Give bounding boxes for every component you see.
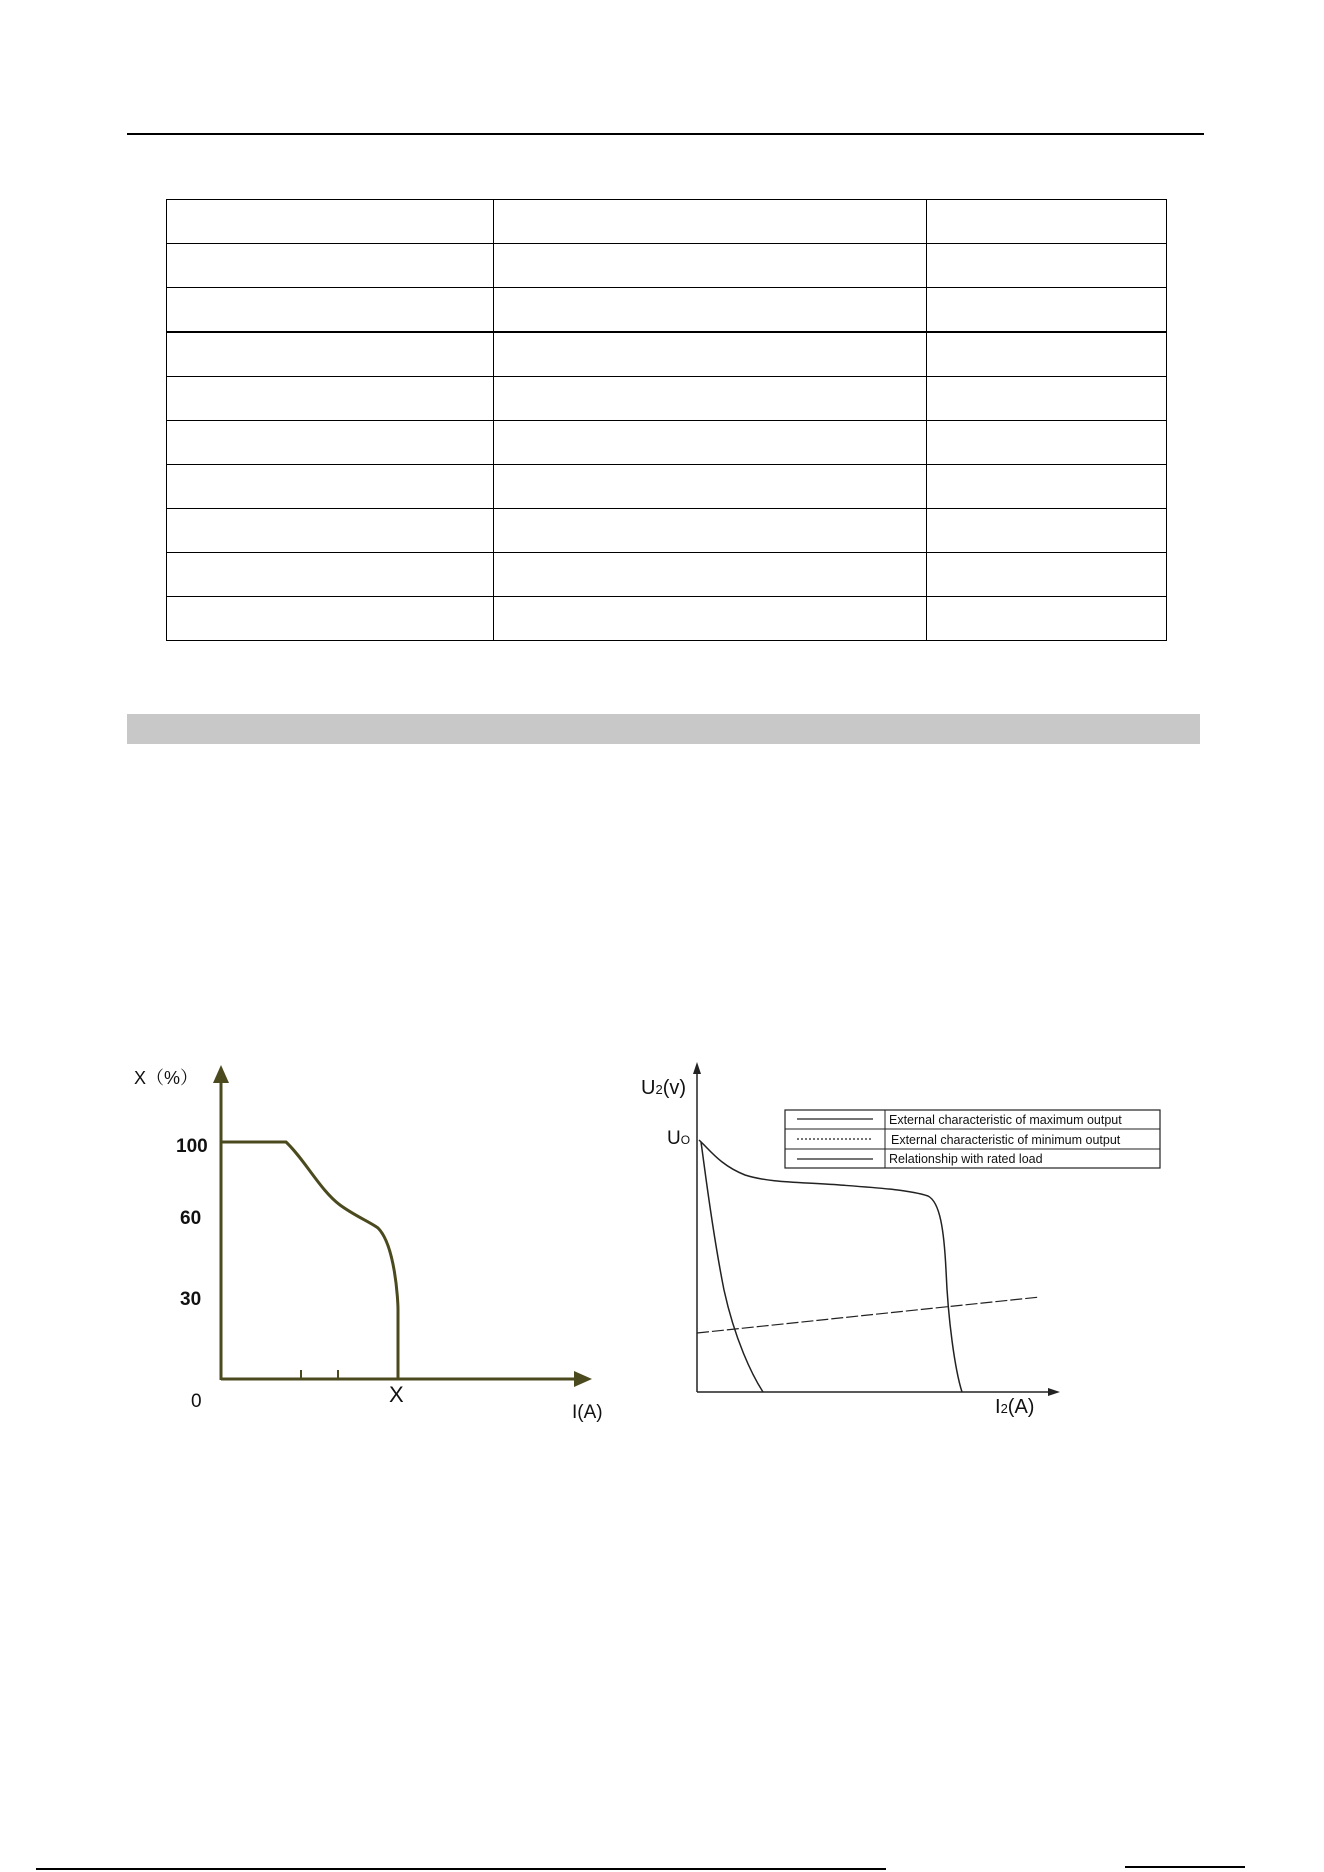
footer-rule bbox=[1125, 1866, 1245, 1868]
y-axis-arrow bbox=[693, 1062, 701, 1074]
y-tick-label: 30 bbox=[180, 1289, 202, 1310]
origin-label: 0 bbox=[191, 1391, 202, 1412]
x-axis-arrow bbox=[1048, 1388, 1060, 1396]
y-tick-label: 60 bbox=[180, 1208, 202, 1229]
max-output-curve bbox=[699, 1140, 962, 1392]
y-axis-label: U2(v) bbox=[641, 1077, 687, 1099]
rated-load-line bbox=[697, 1297, 1040, 1333]
y-tick-label: 100 bbox=[176, 1136, 208, 1157]
legend-entry: External characteristic of maximum output bbox=[889, 1113, 1122, 1127]
legend-entry: Relationship with rated load bbox=[889, 1152, 1043, 1166]
x-axis-label: I2(A) bbox=[995, 1396, 1035, 1418]
u0-label: UO bbox=[667, 1128, 691, 1149]
footer-rule bbox=[36, 1868, 886, 1870]
x-marker-label: X bbox=[389, 1382, 404, 1407]
min-output-curve bbox=[701, 1142, 763, 1392]
y-axis-label: X（%） bbox=[134, 1068, 199, 1088]
legend-entry: External characteristic of minimum output bbox=[891, 1133, 1121, 1147]
x-axis-label: I(A) bbox=[572, 1402, 603, 1423]
